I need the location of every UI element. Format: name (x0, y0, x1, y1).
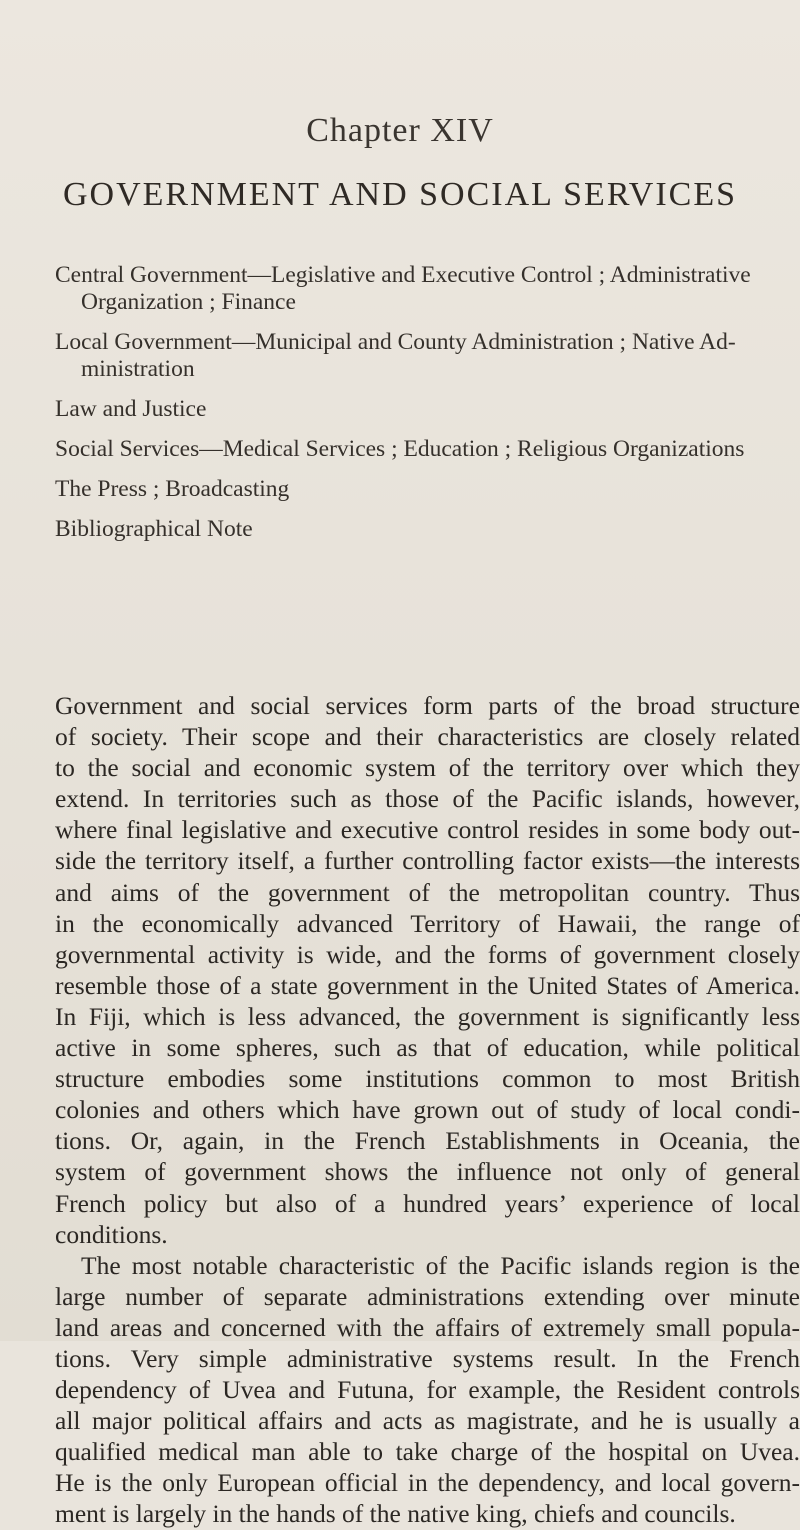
chapter-title: GOVERNMENT AND SOCIAL SERVICES (62, 176, 738, 213)
contents-line: Law and Justice (55, 396, 207, 422)
contents-entry (55, 262, 800, 316)
body-text (55, 690, 800, 1530)
text-line: conditions. (55, 1219, 168, 1249)
text-line: resemble those of a state government in the United States of America. (55, 970, 800, 1000)
text-line: qualified medical man able to take charge of the hospital on Uvea. (55, 1437, 800, 1467)
text-line: land areas and concerned with the affairs of extremely small popula- (55, 1312, 800, 1342)
contents-line: Bibliographical Note (55, 516, 253, 542)
contents-entry (55, 436, 800, 463)
text-line: structure embodies some institutions common to most British (55, 1064, 800, 1094)
contents-entry (55, 329, 800, 383)
text-line: dependency of Uvea and Futuna, for example, the Resident controls (55, 1375, 800, 1405)
text-line: colonies and others which have grown out of study of local condi- (55, 1095, 800, 1125)
contents-line: Organization ; Finance (81, 289, 296, 315)
text-line: In Fiji, which is less advanced, the government is significantly less (55, 1001, 800, 1031)
contents-line: Social Services—Medical Services ; Education ; Religious Organizations (55, 436, 745, 462)
paragraph-1 (55, 690, 800, 1250)
text-line: system of government shows the influence not only of general (55, 1157, 800, 1187)
contents-entry (55, 476, 800, 503)
text-line: He is the only European official in the dependency, and local govern- (55, 1468, 800, 1498)
text-line: governmental activity is wide, and the forms of government closely (55, 939, 800, 969)
chapter-heading: Chapter XIV (306, 112, 494, 149)
paragraph-2 (55, 1250, 800, 1530)
text-line: Government and social services form parts of the broad structure (55, 691, 800, 720)
text-line: to the social and economic system of the territory over which they (55, 753, 800, 783)
text-line: tions. Very simple administrative systems result. In the French (55, 1343, 800, 1373)
text-line: tions. Or, again, in the French Establishments in Oceania, the (55, 1126, 800, 1156)
contents-entry (55, 516, 800, 543)
text-line: The most notable characteristic of the Pacific islands region is the (81, 1250, 800, 1280)
contents-entry (55, 396, 800, 423)
text-line: extend. In territories such as those of the Pacific islands, however, (55, 784, 800, 814)
text-line: French policy but also of a hundred years’ experience of local (55, 1188, 800, 1218)
text-line: in the economically advanced Territory of Hawaii, the range of (55, 908, 800, 938)
text-line: where final legislative and executive control resides in some body out- (55, 815, 800, 845)
text-line: of society. Their scope and their characteristics are closely related (55, 722, 800, 752)
contents-line: Central Government—Legislative and Executive Control ; Administrative (55, 262, 751, 288)
text-line: all major political affairs and acts as magistrate, and he is usually a (55, 1406, 800, 1436)
text-line: large number of separate administrations extending over minute (55, 1281, 800, 1311)
chapter-contents (55, 262, 800, 556)
contents-line: The Press ; Broadcasting (55, 476, 290, 502)
text-line: active in some spheres, such as that of education, while political (55, 1033, 800, 1063)
contents-line: Local Government—Municipal and County Administration ; Native Ad- (55, 329, 736, 355)
contents-line: ministration (81, 356, 195, 382)
text-line: side the territory itself, a further controlling factor exists—the interests (55, 846, 800, 876)
text-line: and aims of the government of the metropolitan country. Thus (55, 877, 800, 907)
text-line: ment is largely in the hands of the native king, chiefs and councils. (55, 1499, 736, 1529)
